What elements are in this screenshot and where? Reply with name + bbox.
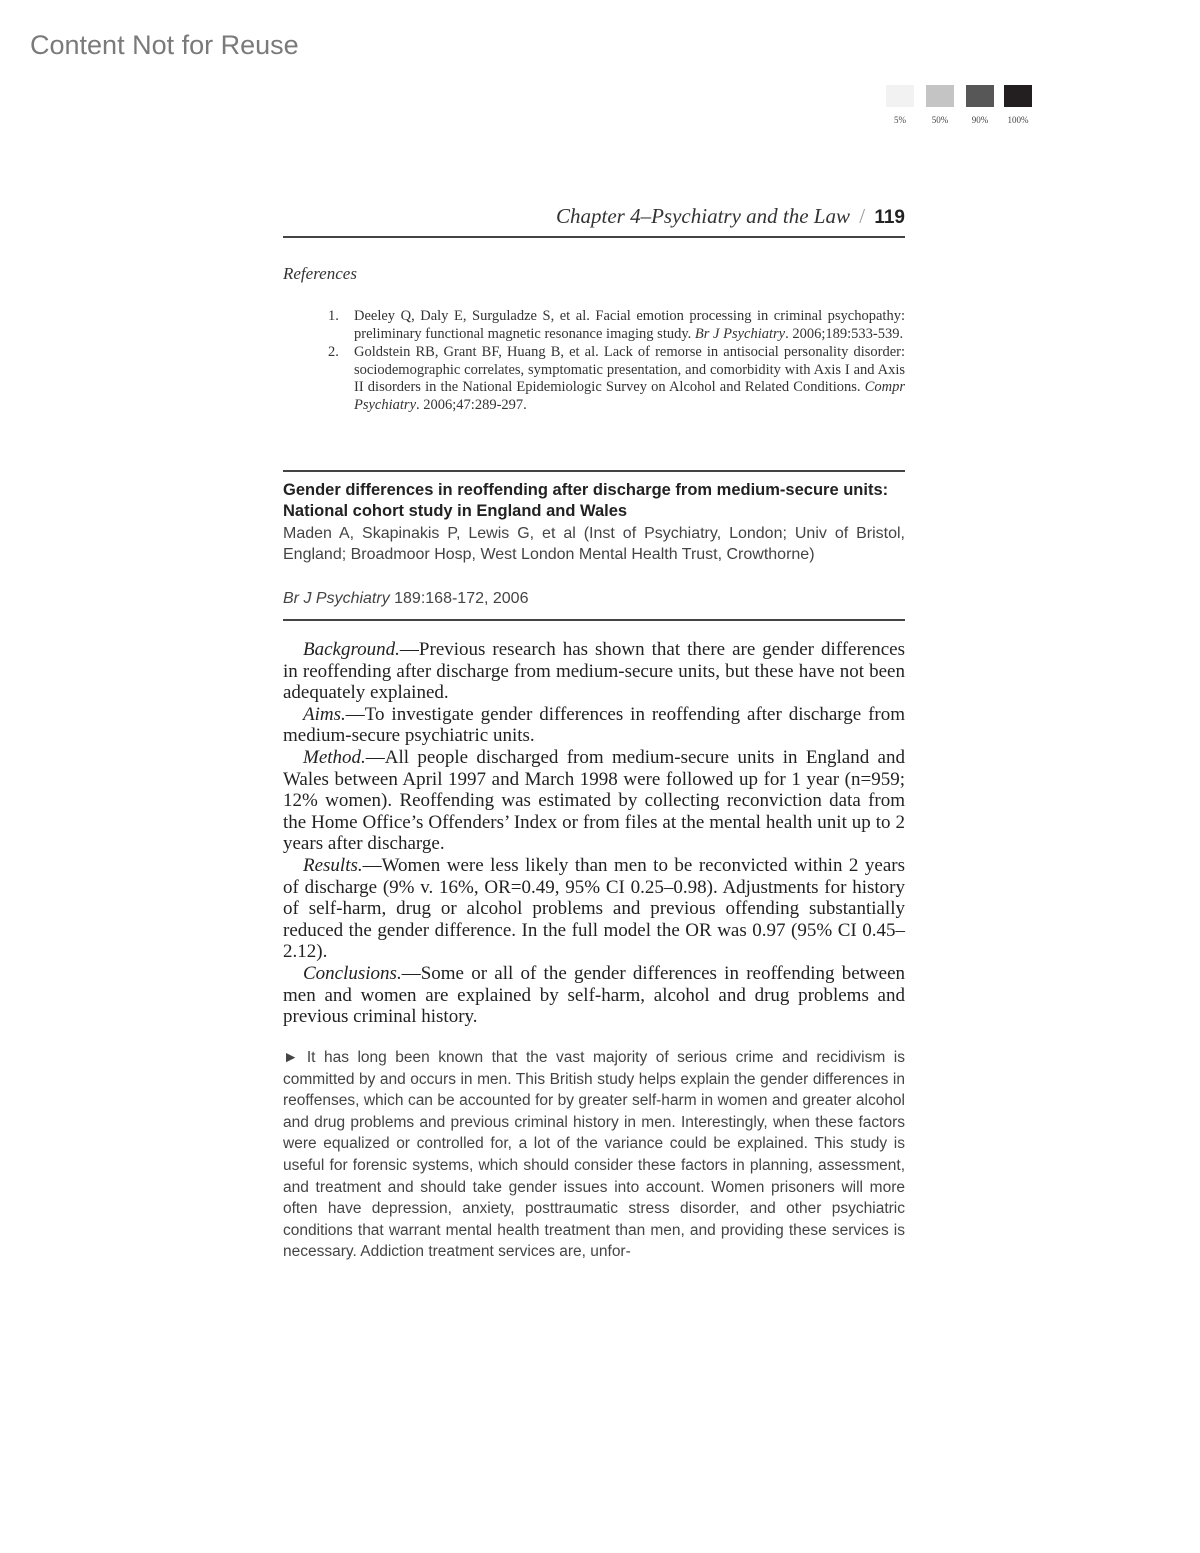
- reference-item: [328, 308, 905, 343]
- running-title: Chapter 4–Psychiatry and the Law: [556, 204, 850, 228]
- swatch-label-90: 90%: [971, 115, 989, 125]
- header-rule: [283, 236, 905, 238]
- abstract-lead: Background.: [303, 639, 400, 660]
- article-title: Gender differences in reoffending after discharge from medium-secure units: National cohort study in England and Wales: [283, 481, 889, 520]
- article-volume: 189:168-172, 2006: [389, 590, 529, 607]
- commentary: [283, 1047, 905, 1263]
- article-bottom-rule: [283, 619, 905, 621]
- swatch-5: [886, 85, 914, 107]
- article-citation: [283, 588, 528, 609]
- swatch-50: [926, 85, 954, 107]
- reference-number: 1.: [328, 308, 339, 324]
- swatch-label-5: 5%: [894, 115, 906, 125]
- article-journal: Br J Psychiatry: [283, 590, 390, 607]
- color-calibration-swatches: [880, 85, 1040, 125]
- abstract-text: —Women were less likely than men to be reconvicted within 2 years of discharge (9% v. 16%, OR=0.49, 95% CI 0.25–0.98). Adjustments for history of self-harm, drug or alcohol problems and previous offending substantially reduced the gender difference. In the full model the OR was 0.97 (95% CI 0.45–2.12).: [283, 854, 905, 963]
- abstract-lead: Results.: [303, 854, 363, 876]
- swatch-100: [1004, 85, 1032, 107]
- abstract-paragraph: [283, 639, 905, 704]
- abstract-paragraph: [283, 855, 905, 963]
- article-authors: Maden A, Skapinakis P, Lewis G, et al (Inst of Psychiatry, London; Univ of Bristol, England; Broadmoor Hosp, West London Mental Health Trust, Crowthorne): [283, 525, 905, 563]
- abstract-text: —All people discharged from medium-secure units in England and Wales between April 1997 and March 1998 were followed up for 1 year (n=959; 12% women). Reoffending was estimated by collecting reconviction data from the Home Office’s Offenders’ Index or from files at the mental health unit up to 2 years after discharge.: [283, 746, 905, 855]
- abstract-lead: Aims.: [303, 703, 346, 725]
- references-heading: References: [283, 264, 357, 283]
- page-number: 119: [874, 207, 905, 228]
- abstract-lead: Method.: [303, 746, 366, 768]
- article-top-rule: [283, 470, 905, 472]
- reference-text: Deeley Q, Daly E, Surguladze S, et al. Facial emotion processing in criminal psychopathy: preliminary functional magnetic resonance imaging study.: [354, 308, 905, 342]
- swatch-label-50: 50%: [931, 115, 949, 125]
- abstract-paragraph: [283, 747, 905, 855]
- abstract: [283, 639, 905, 1028]
- references-list: [328, 308, 905, 415]
- reference-text: Goldstein RB, Grant BF, Huang B, et al. Lack of remorse in antisocial personality disorder: sociodemographic correlates, symptomatic presentation, and comorbidity with Axis I and Axis II disorders in the National Epidemiologic Survey on Alcohol and Related Conditions.: [354, 344, 905, 395]
- abstract-paragraph: [283, 704, 905, 747]
- commentary-text: It has long been known that the vast majority of serious crime and recidivism is committed by and occurs in men. This British study helps explain the gender differences in reoffenses, which can be accounted for by greater self-harm in women and greater alcohol and drug problems and previous criminal history in men. Interestingly, when these factors were equalized or controlled for, a lot of the variance could be explained. This study is useful for forensic systems, which should consider these factors in planning, assessment, and treatment and should take gender issues into account. Women prisoners will more often have depression, anxiety, posttraumatic stress disorder, and other psychiatric conditions that warrant mental health treatment than men, and providing these services is necessary. Addiction treatment services are, unfor-: [283, 1049, 905, 1261]
- reference-tail: . 2006;47:289-297.: [416, 396, 527, 413]
- reference-journal: Br J Psychiatry: [694, 325, 786, 342]
- reference-tail: . 2006;189:533-539.: [785, 325, 904, 342]
- watermark-text: Content Not for Reuse: [30, 30, 299, 60]
- abstract-paragraph: [283, 963, 905, 1028]
- running-head: [283, 204, 905, 229]
- reference-item: [328, 344, 905, 414]
- abstract-text: —Previous research has shown that there are gender differences in reoffending after discharge from medium-secure units, but these have not been adequately explained.: [283, 639, 905, 704]
- abstract-text: —To investigate gender differences in reoffending after discharge from medium-secure psychiatric units.: [283, 703, 905, 747]
- play-triangle-icon: ►: [283, 1049, 299, 1066]
- reference-number: 2.: [328, 344, 339, 360]
- swatch-90: [966, 85, 994, 107]
- abstract-text: —Some or all of the gender differences in reoffending between men and women are explained by self-harm, alcohol and drug problems and previous criminal history.: [283, 962, 905, 1028]
- abstract-lead: Conclusions.: [303, 962, 402, 984]
- reference-journal: Compr Psychiatry: [354, 379, 905, 413]
- header-separator: /: [859, 204, 866, 228]
- swatch-label-100: 100%: [1007, 115, 1029, 125]
